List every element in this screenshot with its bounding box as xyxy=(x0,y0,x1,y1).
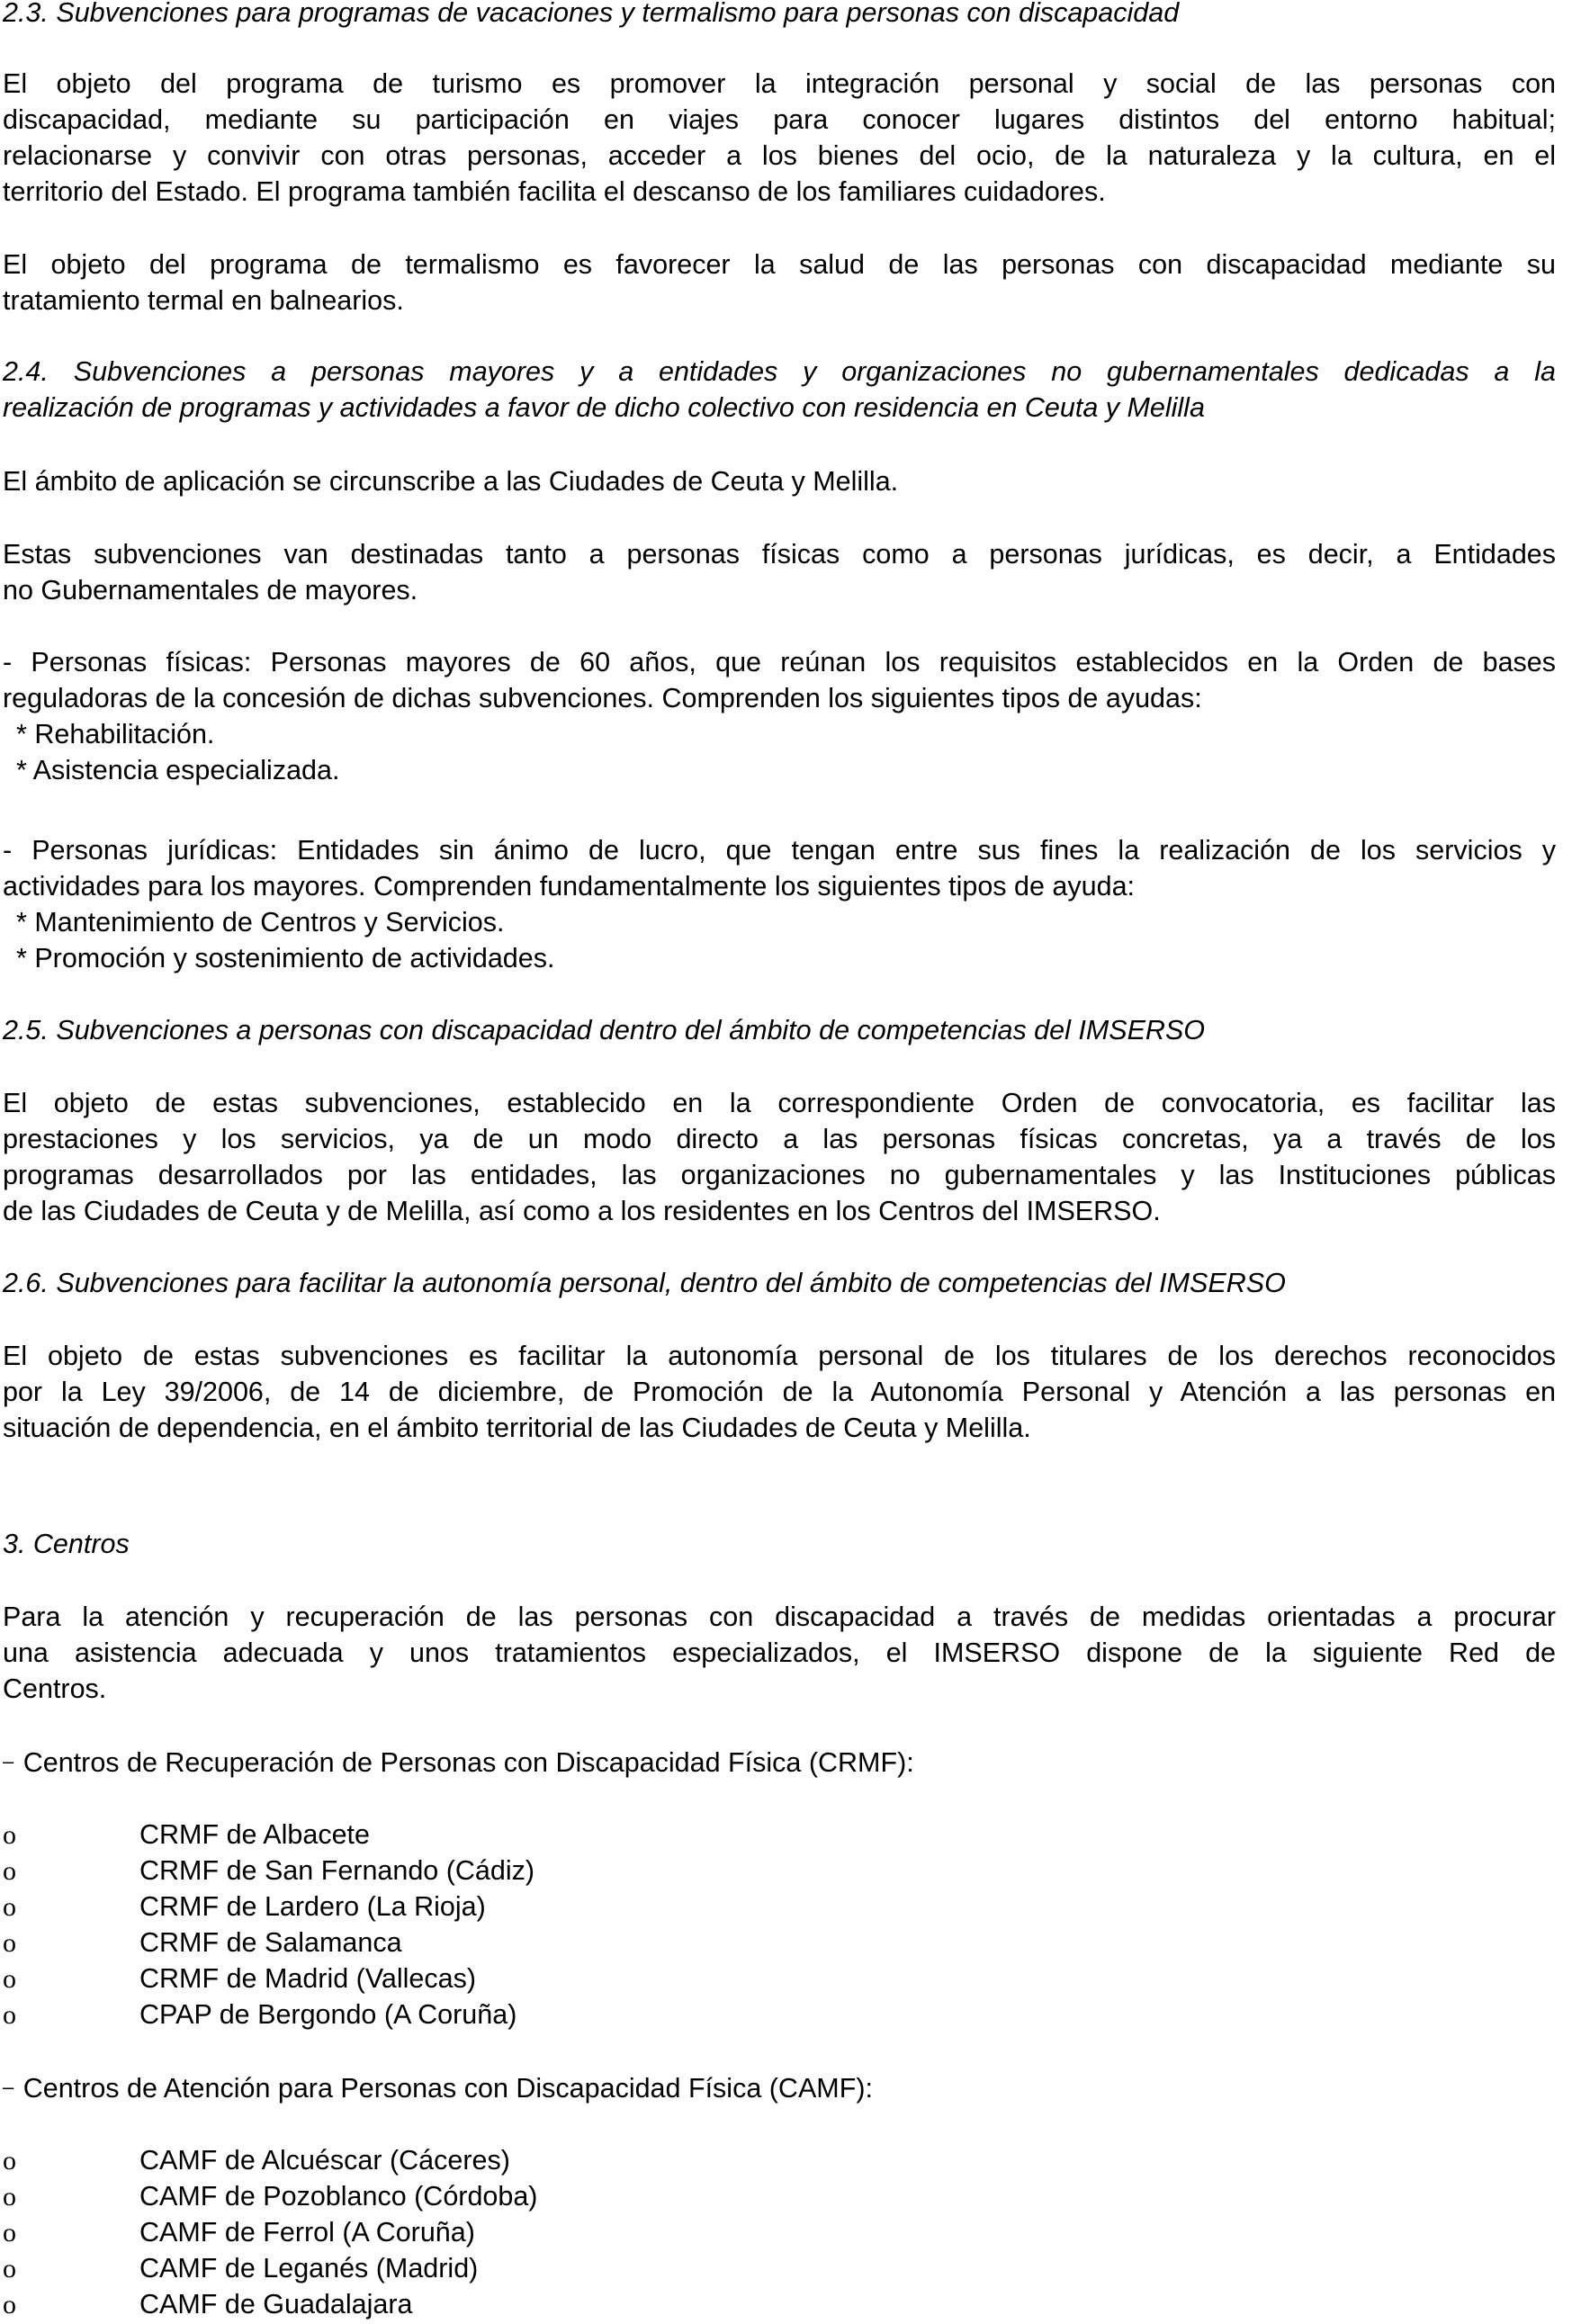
list-title-crmf xyxy=(3,1744,914,1781)
paragraph-line: discapacidad, mediante su participación en viajes para conocer lugares distintos del entorno habitual; xyxy=(3,104,1556,135)
paragraph-line: - Personas jurídicas: Entidades sin ánimo de lucro, que tengan entre sus fines la realización de los servicios y xyxy=(3,835,1556,866)
paragraph-line: Estas subvenciones van destinadas tanto a personas físicas como a personas jurídicas, es decir, a Entidades xyxy=(3,539,1556,570)
paragraph-line: El objeto del programa de turismo es promover la integración personal y social de las personas con xyxy=(3,68,1556,99)
list-item: CRMF de Salamanca xyxy=(139,1927,402,1958)
list-item: CAMF de Ferrol (A Coruña) xyxy=(139,2217,475,2248)
list-title-text: Centros de Recuperación de Personas con Discapacidad Física (CRMF): xyxy=(22,1747,914,1778)
paragraph-line: por la Ley 39/2006, de 14 de diciembre, de Promoción de la Autonomía Personal y Atención a las personas en xyxy=(3,1377,1556,1407)
bullet-marker: o xyxy=(3,1820,16,1850)
list-item: CAMF de Alcuéscar (Cáceres) xyxy=(139,2145,510,2176)
bullet-marker: o xyxy=(3,1892,16,1922)
bullet-marker: o xyxy=(3,2254,16,2284)
paragraph-line: El ámbito de aplicación se circunscribe a las Ciudades de Ceuta y Melilla. xyxy=(3,466,899,497)
bullet-marker: o xyxy=(3,2290,16,2320)
paragraph-line: territorio del Estado. El programa también facilita el descanso de los familiares cuidadores. xyxy=(3,176,1106,207)
bullet-marker: o xyxy=(3,1928,16,1958)
section-heading-2-5: 2.5. Subvenciones a personas con discapacidad dentro del ámbito de competencias del IMSERSO xyxy=(3,1015,1206,1045)
list-title-camf xyxy=(3,2069,873,2106)
paragraph-line: - Personas físicas: Personas mayores de 60 años, que reúnan los requisitos establecidos en la Orden de bases xyxy=(3,647,1556,677)
bullet-marker: o xyxy=(3,1856,16,1886)
bullet-marker: o xyxy=(3,2218,16,2248)
list-item: * Promoción y sostenimiento de actividades. xyxy=(16,943,555,974)
list-item: CRMF de Lardero (La Rioja) xyxy=(139,1891,486,1922)
paragraph-line: tratamiento termal en balnearios. xyxy=(3,285,404,316)
bullet-marker: o xyxy=(3,2146,16,2176)
paragraph-line: de las Ciudades de Ceuta y de Melilla, así como a los residentes en los Centros del IMSERSO. xyxy=(3,1196,1161,1226)
dash-marker: – xyxy=(3,2076,14,2098)
section-heading-3: 3. Centros xyxy=(3,1529,130,1559)
list-item: CRMF de Albacete xyxy=(139,1819,370,1850)
list-item: CRMF de San Fernando (Cádiz) xyxy=(139,1855,535,1886)
paragraph-line: una asistencia adecuada y unos tratamientos especializados, el IMSERSO dispone de la siguiente Red de xyxy=(3,1638,1556,1668)
paragraph-line: situación de dependencia, en el ámbito territorial de las Ciudades de Ceuta y Melilla. xyxy=(3,1413,1031,1443)
list-item: CRMF de Madrid (Vallecas) xyxy=(139,1963,476,1994)
paragraph-line: actividades para los mayores. Comprenden fundamentalmente los siguientes tipos de ayuda: xyxy=(3,871,1136,902)
paragraph-line: Para la atención y recuperación de las personas con discapacidad a través de medidas orientadas a procurar xyxy=(3,1602,1556,1632)
list-item: CAMF de Guadalajara xyxy=(139,2289,413,2320)
list-item: * Rehabilitación. xyxy=(16,719,215,749)
list-item: CPAP de Bergondo (A Coruña) xyxy=(139,1999,517,2030)
section-heading-2-4: 2.4. Subvenciones a personas mayores y a entidades y organizaciones no gubernamentales dedicadas a la xyxy=(3,356,1556,387)
paragraph-line: Centros. xyxy=(3,1673,107,1704)
list-title-text: Centros de Atención para Personas con Discapacidad Física (CAMF): xyxy=(22,2073,873,2104)
paragraph-line: El objeto del programa de termalismo es favorecer la salud de las personas con discapacidad mediante su xyxy=(3,249,1556,280)
section-heading-2-4-cont: realización de programas y actividades a favor de dicho colectivo con residencia en Ceuta y Melilla xyxy=(3,392,1205,423)
paragraph-line: El objeto de estas subvenciones es facilitar la autonomía personal de los titulares de los derechos reconocidos xyxy=(3,1341,1556,1371)
paragraph-line: no Gubernamentales de mayores. xyxy=(3,575,418,606)
section-heading-2-3: 2.3. Subvenciones para programas de vacaciones y termalismo para personas con discapacidad xyxy=(3,0,1180,28)
paragraph-line: prestaciones y los servicios, ya de un modo directo a las personas físicas concretas, ya a través de los xyxy=(3,1124,1556,1154)
paragraph-line: relacionarse y convivir con otras personas, acceder a los bienes del ocio, de la naturaleza y la cultura, en el xyxy=(3,140,1556,171)
list-item: CAMF de Leganés (Madrid) xyxy=(139,2253,479,2284)
dash-marker: – xyxy=(3,1750,14,1772)
list-item: * Mantenimiento de Centros y Servicios. xyxy=(16,907,505,938)
bullet-marker: o xyxy=(3,1964,16,1994)
paragraph-line: programas desarrollados por las entidades, las organizaciones no gubernamentales y las Instituciones públicas xyxy=(3,1160,1556,1190)
bullet-marker: o xyxy=(3,2182,16,2212)
list-item: * Asistencia especializada. xyxy=(16,755,340,785)
bullet-marker: o xyxy=(3,2000,16,2030)
paragraph-line: El objeto de estas subvenciones, establecido en la correspondiente Orden de convocatoria, es facilitar las xyxy=(3,1088,1556,1118)
section-heading-2-6: 2.6. Subvenciones para facilitar la autonomía personal, dentro del ámbito de competencias del IMSERSO xyxy=(3,1268,1286,1298)
list-item: CAMF de Pozoblanco (Córdoba) xyxy=(139,2181,538,2212)
paragraph-line: reguladoras de la concesión de dichas subvenciones. Comprenden los siguientes tipos de ayudas: xyxy=(3,683,1202,713)
